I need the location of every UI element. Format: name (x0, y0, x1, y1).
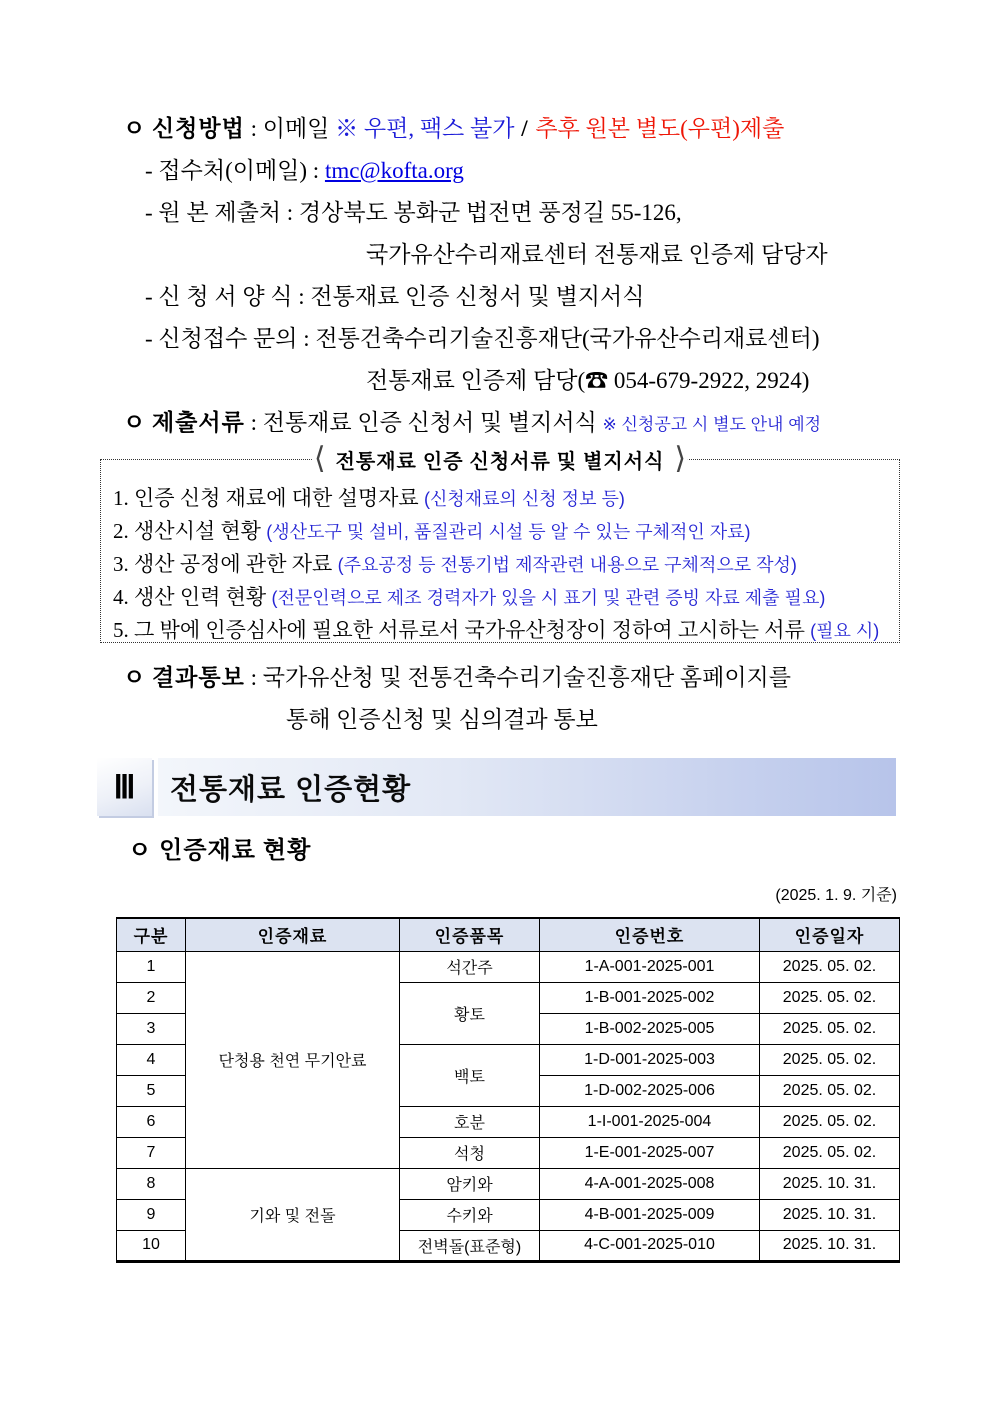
docs-item (113, 482, 889, 515)
docs-item-note: (신청재료의 신청 정보 등) (423, 489, 625, 509)
cell-date: 2025. 05. 02. (760, 1137, 900, 1168)
docs-item-note: (주요공정 등 전통기법 제작관련 내용으로 구체적으로 작성) (337, 555, 797, 575)
cell-item: 전벽돌(표준형) (400, 1230, 540, 1261)
required-docs-box-title (312, 441, 688, 476)
cell-item: 석간주 (400, 951, 540, 982)
section3-band (158, 758, 896, 816)
header-cell-cert-no: 인증번호 (540, 918, 760, 951)
cell-no: 5 (117, 1075, 186, 1106)
cell-date: 2025. 10. 31. (760, 1168, 900, 1199)
cell-item: 호분 (400, 1106, 540, 1137)
original-destination-line2: 국가유산수리재료센터 전통재료 인증제 담당자 (366, 242, 828, 267)
submit-docs-line (123, 409, 900, 439)
submit-docs-note: ※ 신청공고 시 별도 안내 예정 (602, 415, 822, 434)
docs-item-text: 5. 그 밖에 인증심사에 필요한 서류로서 국가유산청장이 정하여 고시하는 서류 (113, 618, 811, 642)
right-chevron-icon: ⟩ (674, 441, 687, 476)
header-cell-item: 인증품목 (400, 918, 540, 951)
header-cell-material: 인증재료 (186, 918, 400, 951)
cell-item: 백토 (400, 1044, 540, 1106)
cell-date: 2025. 10. 31. (760, 1230, 900, 1261)
cell-no: 8 (117, 1168, 186, 1199)
cell-cert-no: 1-B-002-2025-005 (540, 1013, 760, 1044)
cell-cert-no: 1-B-001-2025-002 (540, 982, 760, 1013)
cell-cert-no: 1-E-001-2025-007 (540, 1137, 760, 1168)
cell-cert-no: 1-D-001-2025-003 (540, 1044, 760, 1075)
cell-date: 2025. 05. 02. (760, 1013, 900, 1044)
table-row (117, 1168, 900, 1199)
cell-no: 1 (117, 951, 186, 982)
as-of-date: (2025. 1. 9. 기준) (775, 887, 897, 904)
cell-item: 암키와 (400, 1168, 540, 1199)
apply-method-value: 이메일 (262, 116, 336, 141)
contact-line2: 전통재료 인증제 담당(☎ 054-679-2922, 2924) (366, 368, 810, 393)
postal-fax-note: ※ 우편, 팩스 불가 (335, 116, 515, 141)
cell-no: 6 (117, 1106, 186, 1137)
docs-item-text: 2. 생산시설 현황 (113, 519, 267, 543)
bullet: ㅇ (123, 116, 147, 141)
original-destination-label: - 원 본 제출처 : (145, 200, 299, 225)
header-cell-date: 인증일자 (760, 918, 900, 951)
cell-item: 황토 (400, 982, 540, 1044)
cell-no: 7 (117, 1137, 186, 1168)
bullet: ㅇ (123, 665, 147, 690)
cell-cert-no: 1-A-001-2025-001 (540, 951, 760, 982)
cell-date: 2025. 05. 02. (760, 982, 900, 1013)
cell-no: 9 (117, 1199, 186, 1230)
section3-title: 전통재료 인증현황 (170, 773, 412, 806)
docs-item-note: (필요 시) (810, 621, 880, 641)
cell-item: 석청 (400, 1137, 540, 1168)
email-link[interactable]: tmc@kofta.org (324, 158, 464, 183)
separator: : (244, 665, 263, 690)
result-notice-line (123, 664, 900, 692)
section3-numeral-box (97, 758, 152, 816)
docs-item (113, 581, 889, 614)
apply-method-line (123, 115, 900, 143)
cell-cert-no: 4-B-001-2025-009 (540, 1199, 760, 1230)
apply-method-label: 신청방법 (151, 116, 245, 141)
section3-numeral: Ⅲ (113, 769, 136, 805)
result-notice-value: 국가유산청 및 전통건축수리기술진흥재단 홈페이지를 (262, 665, 791, 690)
result-notice-label: 결과통보 (151, 665, 245, 690)
cell-no: 2 (117, 982, 186, 1013)
result-notice-line2: 통해 인증신청 및 심의결과 통보 (286, 707, 598, 732)
cell-cert-no: 1-I-001-2025-004 (540, 1106, 760, 1137)
bullet: ㅇ (123, 410, 147, 435)
cell-cert-no: 4-C-001-2025-010 (540, 1230, 760, 1261)
required-docs-box (100, 441, 900, 643)
submit-docs-value: 전통재료 인증 신청서 및 별지서식 (262, 410, 603, 435)
application-form-line: - 신 청 서 양 식 : 전통재료 인증 신청서 및 별지서식 (145, 284, 645, 309)
table-header-row (117, 918, 900, 951)
cell-date: 2025. 05. 02. (760, 1044, 900, 1075)
docs-item-text: 3. 생산 공정에 관한 자료 (113, 552, 338, 576)
docs-item (113, 515, 889, 548)
cell-no: 4 (117, 1044, 186, 1075)
separator: : (244, 116, 263, 141)
docs-item-note: (생산도구 및 설비, 품질관리 시설 등 알 수 있는 구체적인 자료) (266, 522, 751, 542)
header-cell-no: 구분 (117, 918, 186, 951)
docs-item (113, 548, 889, 581)
docs-item-note: (전문인력으로 제조 경력자가 있을 시 표기 및 관련 증빙 자료 제출 필요) (271, 588, 826, 608)
cell-material: 기와 및 전돌 (186, 1168, 400, 1261)
email-receiver-label: - 접수처(이메일) : (145, 158, 325, 183)
cell-no: 10 (117, 1230, 186, 1261)
docs-item-text: 4. 생산 인력 현황 (113, 585, 272, 609)
left-chevron-icon: ⟨ (313, 441, 326, 476)
original-destination-address: 경상북도 봉화군 법전면 풍정길 55-126, (298, 200, 682, 225)
materials-status-heading: ㅇ 인증재료 현황 (128, 838, 312, 864)
table-row (117, 951, 900, 982)
slash: / (514, 116, 536, 141)
cell-item: 수키와 (400, 1199, 540, 1230)
separator: : (244, 410, 263, 435)
email-receiver-line (145, 157, 900, 185)
docs-item-text: 1. 인증 신청 재료에 대한 설명자료 (113, 486, 424, 510)
cell-date: 2025. 05. 02. (760, 1075, 900, 1106)
cell-date: 2025. 10. 31. (760, 1199, 900, 1230)
cell-cert-no: 4-A-001-2025-008 (540, 1168, 760, 1199)
cell-material: 단청용 천연 무기안료 (186, 951, 400, 1168)
cell-date: 2025. 05. 02. (760, 1106, 900, 1137)
required-docs-box-title-text: 전통재료 인증 신청서류 및 별지서식 (335, 450, 665, 473)
cell-cert-no: 1-D-002-2025-006 (540, 1075, 760, 1106)
section3-banner (97, 758, 896, 816)
submit-docs-label: 제출서류 (151, 410, 245, 435)
cell-no: 3 (117, 1013, 186, 1044)
original-destination-line (145, 199, 900, 227)
docs-item (113, 614, 889, 647)
certification-table (116, 917, 900, 1263)
contact-line: - 신청접수 문의 : 전통건축수리기술진흥재단(국가유산수리재료센터) (145, 326, 820, 351)
cell-date: 2025. 05. 02. (760, 951, 900, 982)
original-later-note: 추후 원본 별도(우편)제출 (535, 116, 785, 141)
